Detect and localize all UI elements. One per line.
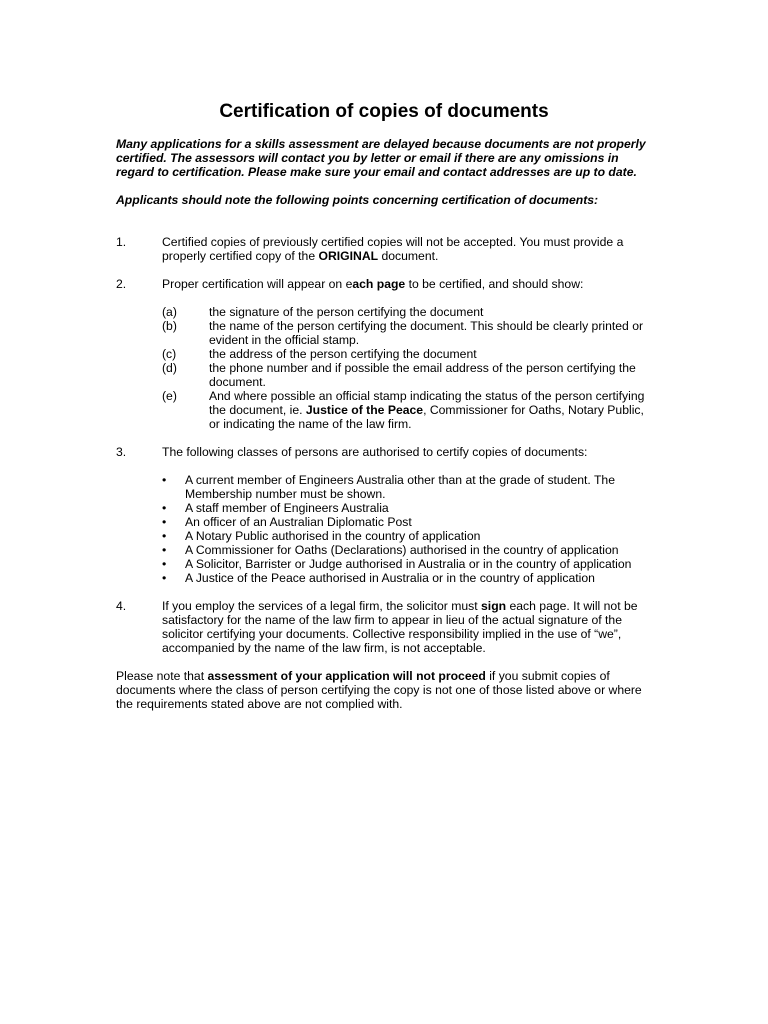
item-text (162, 235, 656, 263)
closing-text-part: if you submit copies of documents where the class of person certifying the copy is not one of those listed above or where the requirements stated above are not complied with. (116, 669, 642, 711)
item-text-part: If you employ the services of a legal firm, the solicitor must (162, 599, 482, 613)
bullet-text: A Notary Public authorised in the country of application (185, 529, 481, 543)
sub-item-letter: (b) (162, 319, 177, 333)
bullet-text: A Commissioner for Oaths (Declarations) authorised in the country of application (185, 543, 619, 557)
sub-item-letter: (e) (162, 389, 177, 403)
bullet-icon: • (162, 473, 167, 487)
sub-item-text: the signature of the person certifying the document (209, 305, 484, 319)
item-number: 4. (116, 599, 127, 613)
item-number: 2. (116, 277, 127, 291)
closing-bold-text: assessment of your application will not proceed (207, 669, 486, 683)
sub-item (162, 305, 656, 319)
list-item-4 (116, 599, 656, 655)
sub-list (162, 305, 656, 431)
item-text: The following classes of persons are authorised to certify copies of documents: (162, 445, 588, 459)
bullet-icon: • (162, 571, 167, 585)
sub-item-text-part: And where possible an official stamp indicating the status of the person certifying the document, ie. (209, 389, 645, 417)
sub-item-bold-text: Justice of the Peace (305, 403, 424, 417)
bullet-icon: • (162, 557, 167, 571)
item-text-part: to be certified, and should show: (405, 277, 584, 291)
bullet-icon: • (162, 529, 167, 543)
item-text-part: document. (378, 249, 439, 263)
sub-item-letter: (a) (162, 305, 177, 319)
bullet-text: A current member of Engineers Australia other than at the grade of student. The Membership number must be shown. (185, 473, 615, 501)
points-heading: Applicants should note the following points concerning certification of documents: (116, 193, 599, 207)
intro-paragraph: Many applications for a skills assessment are delayed because documents are not properly certified. The assessors will contact you by letter or email if there are any omissions in regard to certification. Please make sure your email and contact addresses are up to date. (116, 137, 646, 179)
item-number: 1. (116, 235, 127, 249)
bullet-text: An officer of an Australian Diplomatic Post (185, 515, 412, 529)
bullet-text: A Justice of the Peace authorised in Australia or in the country of application (185, 571, 595, 585)
item-number: 3. (116, 445, 127, 459)
item-text (162, 277, 656, 291)
bullet-text: A staff member of Engineers Australia (185, 501, 389, 515)
sub-item (162, 319, 656, 347)
sub-item-text-part: , Commissioner for Oaths, Notary Public, or indicating the name of the law firm. (209, 403, 644, 431)
page-title: Certification of copies of documents (219, 101, 549, 122)
bullet-item (162, 557, 656, 571)
sub-item-letter: (d) (162, 361, 177, 375)
item-text-part: Certified copies of previously certified copies will not be accepted. You must provide a properly certified copy of the (162, 235, 624, 263)
bullet-icon: • (162, 515, 167, 529)
sub-item (162, 389, 656, 431)
bullet-text: A Solicitor, Barrister or Judge authorised in Australia or in the country of application (185, 557, 632, 571)
bullet-icon: • (162, 501, 167, 515)
bullet-item (162, 515, 656, 529)
item-text (162, 599, 656, 655)
item-bold-text: ach page (352, 277, 406, 291)
item-bold-text: sign (481, 599, 507, 613)
sub-item-text: the phone number and if possible the email address of the person certifying the document. (209, 361, 636, 389)
bullet-icon: • (162, 543, 167, 557)
bullet-list (162, 473, 656, 585)
bullet-item (162, 543, 656, 557)
sub-item-text: the name of the person certifying the document. This should be clearly printed or evident in the official stamp. (209, 319, 644, 347)
closing-paragraph (116, 669, 656, 711)
sub-item-letter: (c) (162, 347, 177, 361)
bullet-item (162, 501, 656, 515)
document-body (116, 137, 656, 711)
list-item-2 (116, 277, 656, 431)
item-text-part: each page. It will not be satisfactory for the name of the law firm to appear in lieu of the actual signature of the solicitor certifying your documents. Collective responsibility implied in the use of “we”, accompanied by the name of the law firm, is not acceptable. (162, 599, 638, 655)
list-item-1 (116, 235, 656, 263)
sub-item (162, 347, 656, 361)
sub-item-text: the address of the person certifying the document (209, 347, 477, 361)
list-item-3 (116, 445, 656, 585)
item-bold-text: ORIGINAL (318, 249, 379, 263)
sub-item-text (209, 389, 644, 431)
item-text-part: Proper certification will appear on e (162, 277, 353, 291)
bullet-item (162, 473, 656, 501)
bullet-item (162, 529, 656, 543)
sub-item (162, 361, 656, 389)
closing-text-part: Please note that (116, 669, 208, 683)
bullet-item (162, 571, 656, 585)
